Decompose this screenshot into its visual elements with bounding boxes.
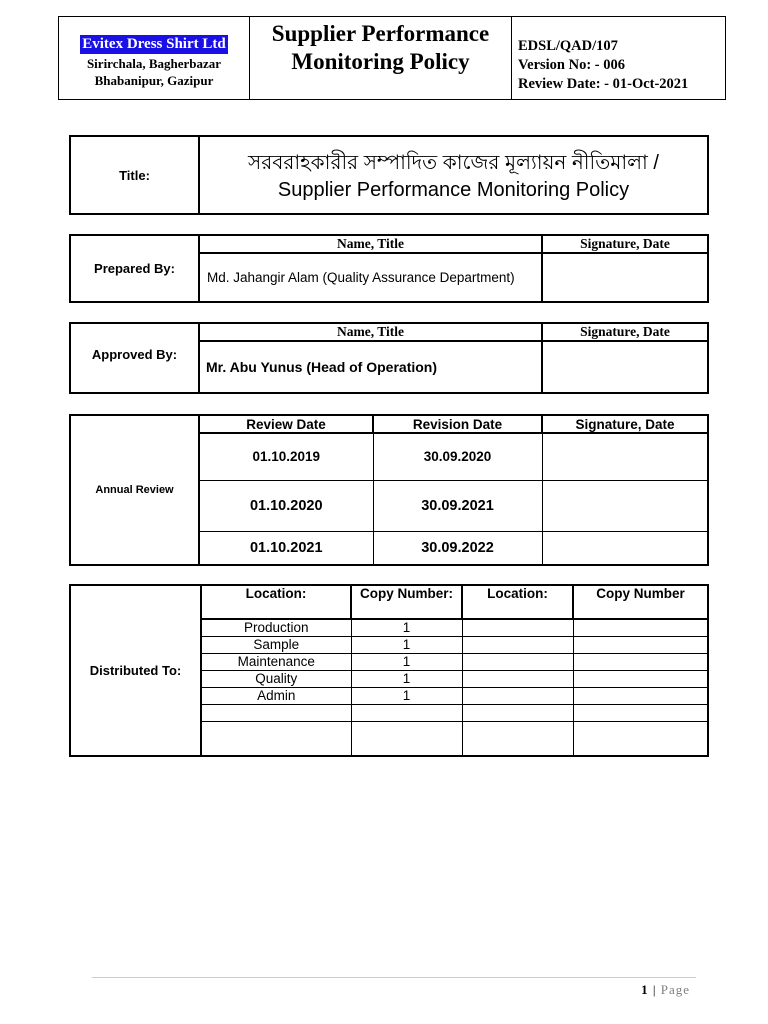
empty-cell <box>462 670 573 687</box>
page-footer <box>641 982 690 998</box>
document-header <box>58 16 726 100</box>
empty-cell <box>573 619 708 636</box>
location-header: Location: <box>201 585 351 619</box>
approved-name-header: Name, Title <box>199 323 542 341</box>
location-cell: Quality <box>201 670 351 687</box>
empty-cell <box>462 687 573 704</box>
location-cell: Admin <box>201 687 351 704</box>
empty-cell <box>462 636 573 653</box>
annual-review-label: Annual Review <box>70 415 199 565</box>
copy-number-header: Copy Number: <box>351 585 462 619</box>
prepared-by-table <box>69 234 709 303</box>
bangla-title: সরবরাহকারীর সম্পাদিত কাজের মূল্যায়ন নীতিমালা / <box>248 152 659 174</box>
copy-cell: 1 <box>351 653 462 670</box>
copy-cell: 1 <box>351 687 462 704</box>
document-control-block <box>512 17 725 99</box>
version-number: Version No: - 006 <box>518 57 626 73</box>
location-cell: Sample <box>201 636 351 653</box>
review-signature-cell <box>542 480 708 531</box>
prepared-by-label: Prepared By: <box>70 235 199 302</box>
empty-cell <box>462 653 573 670</box>
review-date: Review Date: - 01-Oct-2021 <box>518 76 689 92</box>
revision-date-cell: 30.09.2020 <box>373 433 542 480</box>
empty-cell <box>573 721 708 756</box>
revision-date-header: Revision Date <box>373 415 542 433</box>
distributed-to-label: Distributed To: <box>70 585 201 756</box>
empty-cell <box>201 704 351 721</box>
approved-by-label: Approved By: <box>70 323 199 393</box>
copy-cell: 1 <box>351 636 462 653</box>
prepared-signature-header: Signature, Date <box>542 235 708 253</box>
review-signature-cell <box>542 531 708 565</box>
page-number: 1 <box>641 982 649 997</box>
distribution-table <box>69 584 709 757</box>
document-title-line-2: Monitoring Policy <box>291 49 470 74</box>
copy-cell: 1 <box>351 619 462 636</box>
prepared-signature-cell <box>542 253 708 302</box>
copy-number-header-2: Copy Number <box>573 585 708 619</box>
copy-cell: 1 <box>351 670 462 687</box>
page-separator: | <box>652 982 657 997</box>
approved-signature-header: Signature, Date <box>542 323 708 341</box>
empty-cell <box>462 704 573 721</box>
revision-date-cell: 30.09.2022 <box>373 531 542 565</box>
empty-cell <box>573 653 708 670</box>
empty-cell <box>573 704 708 721</box>
location-cell: Production <box>201 619 351 636</box>
empty-cell <box>351 721 462 756</box>
review-date-cell: 01.10.2019 <box>199 433 373 480</box>
english-title: Supplier Performance Monitoring Policy <box>277 179 630 201</box>
document-title-line-1: Supplier Performance <box>271 21 490 46</box>
review-date-header: Review Date <box>199 415 373 433</box>
address-line-1: Sirirchala, Bagherbazar <box>86 56 222 71</box>
review-date-cell: 01.10.2021 <box>199 531 373 565</box>
title-value <box>199 136 708 214</box>
review-signature-header: Signature, Date <box>542 415 708 433</box>
page-label: Page <box>660 982 690 997</box>
title-label: Title: <box>70 136 199 214</box>
document-title-block <box>250 17 512 99</box>
approved-by-name: Mr. Abu Yunus (Head of Operation) <box>199 341 542 393</box>
title-table <box>69 135 709 215</box>
company-name: Evitex Dress Shirt Ltd <box>82 36 226 52</box>
company-block <box>59 17 250 99</box>
footer-divider <box>92 977 696 978</box>
approved-by-table <box>69 322 709 394</box>
empty-cell <box>573 670 708 687</box>
location-cell: Maintenance <box>201 653 351 670</box>
doc-code: EDSL/QAD/107 <box>518 38 618 54</box>
approved-signature-cell <box>542 341 708 393</box>
address-line-2: Bhabanipur, Gazipur <box>94 73 214 88</box>
prepared-by-name: Md. Jahangir Alam (Quality Assurance Department) <box>199 253 542 302</box>
prepared-name-header: Name, Title <box>199 235 542 253</box>
empty-cell <box>462 721 573 756</box>
empty-cell <box>351 704 462 721</box>
empty-cell <box>573 687 708 704</box>
review-date-cell: 01.10.2020 <box>199 480 373 531</box>
review-signature-cell <box>542 433 708 480</box>
revision-date-cell: 30.09.2021 <box>373 480 542 531</box>
empty-cell <box>462 619 573 636</box>
empty-cell <box>573 636 708 653</box>
location-header-2: Location: <box>462 585 573 619</box>
empty-cell <box>201 721 351 756</box>
annual-review-table <box>69 414 709 566</box>
